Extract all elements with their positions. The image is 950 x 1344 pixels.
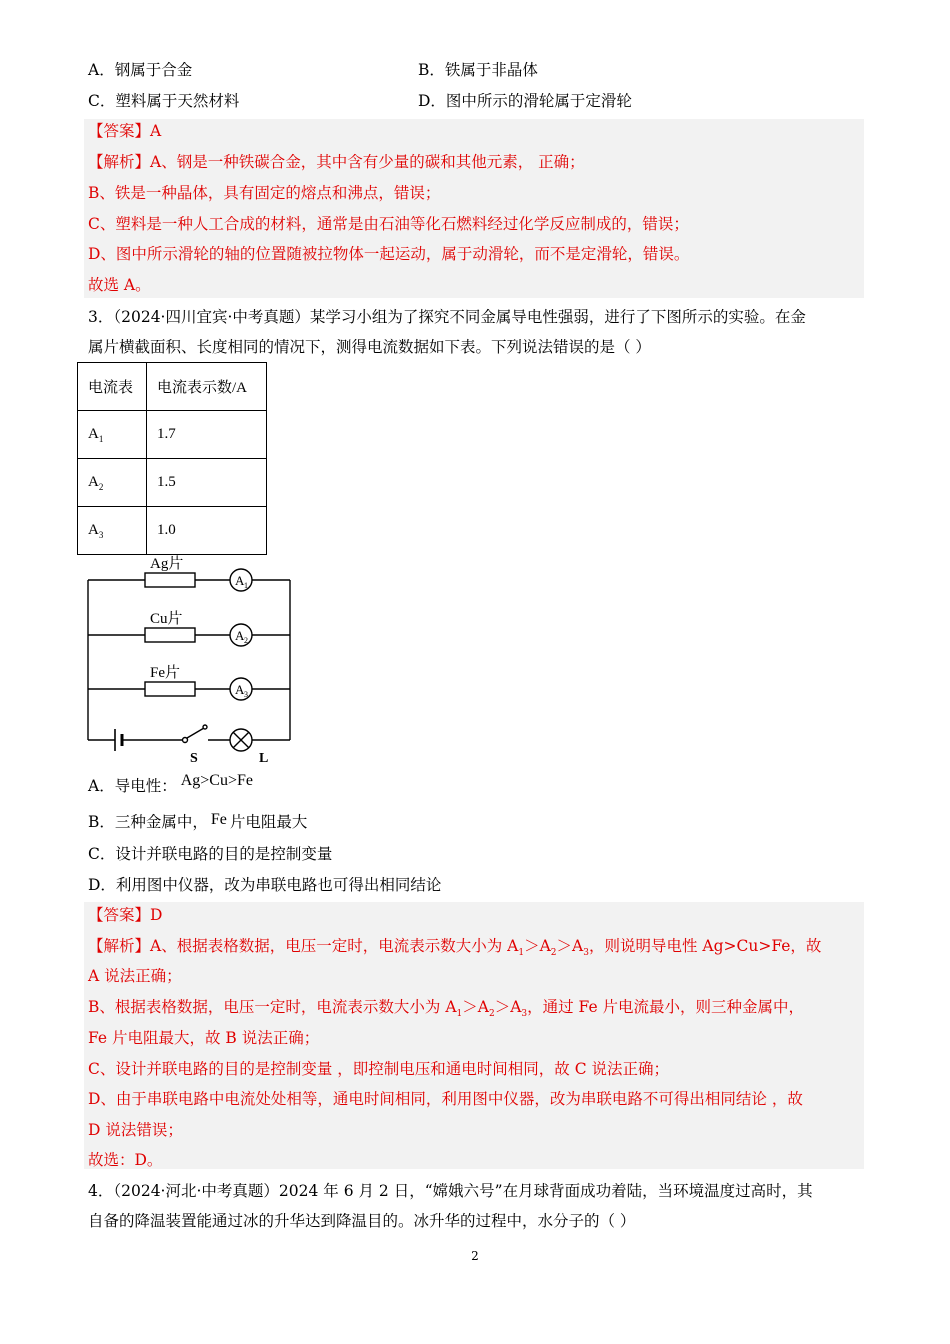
ag-strip-resistor [145,573,195,587]
q4-stem-line-2: 自备的降温装置能通过冰的升华达到降温目的。冰升华的过程中，水分子的（ ） [88,1212,636,1230]
table-header-row [78,363,267,411]
ammeter-a3-sub: 3 [244,690,248,699]
cu-strip-resistor [145,628,195,642]
q3-analysis-line-5: C、设计并联电路的目的是控制变量 ，即控制电压和通电时间相同，故 C 说法正确； [88,1060,670,1078]
ag-strip-label: Ag片 [150,556,184,572]
q2-analysis-line-5: 故选 A。 [88,276,151,294]
q2-option-c: C．塑料属于天然材料 [88,92,240,110]
table-cell-reading: 1.5 [147,459,267,507]
fe-strip-resistor [145,682,195,696]
q3-answer: 【答案】D [88,906,163,924]
table-cell-meter: $A_1$ [78,411,147,459]
q2-option-d: D．图中所示的滑轮属于定滑轮 [418,92,632,110]
q3-stem-line-1: 3．（2024·四川宜宾·中考真题）某学习小组为了探究不同金属导电性强弱，进行了下图所示的实验。在金 [88,308,806,326]
q3-analysis-line-4: Fe 片电阻最大，故 B 说法正确； [88,1029,320,1047]
table-row [78,459,267,507]
q2-analysis-line-3: C、塑料是一种人工合成的材料，通常是由石油等化石燃料经过化学反应制成的，错误； [88,215,689,233]
page-number: 2 [471,1249,479,1263]
q3-option-b-formula: Fe [210,811,227,828]
q3-analysis-line-8: 故选：D。 [88,1151,163,1169]
q2-analysis-text-1: A、钢是一种铁碳合金，其中含有少量的碳和其他元素， 正确； [150,153,585,171]
q2-analysis-line-2: B、铁是一种晶体，具有固定的熔点和沸点，错误； [88,184,441,202]
parallel-circuit-diagram [84,548,299,768]
q2-option-b: B．铁属于非晶体 [418,61,538,79]
switch-label: S [190,751,198,766]
fe-strip-label: Fe片 [150,665,181,681]
ammeter-a1-sub: 1 [244,581,248,590]
q3-option-a-formula: Ag>Cu>Fe [180,772,253,789]
q2-option-a: A．钢属于合金 [88,61,193,79]
q2-analysis-line-1 [88,152,585,172]
cu-strip-label: Cu片 [150,611,183,627]
switch-contact [183,738,188,743]
q3-option-c: C．设计并联电路的目的是控制变量 [88,845,333,863]
table-row [78,411,267,459]
table-cell-reading: 1.7 [147,411,267,459]
lamp-label: L [259,751,269,766]
table-header-reading: 电流表示数/A [147,363,267,411]
q3-option-d: D．利用图中仪器，改为串联电路也可得出相同结论 [88,876,442,894]
q2-answer-block [84,119,864,298]
table-cell-reading: 1.0 [147,507,267,555]
ammeter-a2-sub: 2 [244,636,248,645]
q2-analysis-line-4: D、图中所示滑轮的轴的位置随被拉物体一起运动，属于动滑轮，而不是定滑轮，错误。 [88,245,690,263]
q3-analysis-line-2: A 说法正确； [88,967,182,985]
q3-option-a: A．导电性： Ag>Cu>Fe [88,772,253,795]
q3-analysis-line-7: D 说法错误； [88,1121,183,1139]
table-cell-meter: $A_3$ [78,507,147,555]
q3-analysis-line-3: B、根据表格数据，电压一定时，电流表示数大小为 $A_1>A_2>A_3$，通过 Fe 片电流最小，则三种金属中， [88,998,805,1020]
q4-stem-line-1: 4．（2024·河北·中考真题）2024 年 6 月 2 日，“嫦娥六号”在月球背面成功着陆，当环境温度过高时，其 [88,1182,813,1200]
q3-analysis-line-1: 【解析】A、根据表格数据，电压一定时，电流表示数大小为 $A_1>A_2>A_3$，则说明导电性 Ag>Cu>Fe，故 [88,937,822,959]
ammeter-a3-letter: A [235,682,245,697]
q3-analysis-line-6: D、由于串联电路中电流处处相等，通电时间相同，利用图中仪器，改为串联电路不可得出相同结论 ，故 [88,1090,803,1108]
q2-analysis-label: 【解析】 [88,153,151,171]
ammeter-a1-letter: A [235,573,245,588]
ammeter-a2-letter: A [235,628,245,643]
q2-answer: 【答案】A [88,122,162,140]
q3-option-b: B．三种金属中， Fe 片电阻最大 [88,811,308,831]
table-cell-meter: $A_2$ [78,459,147,507]
table-header-meter: 电流表 [78,363,147,411]
switch-lever [187,728,204,738]
q3-stem-line-2: 属片横截面积、长度相同的情况下，测得电流数据如下表。下列说法错误的是（ ） [88,338,651,356]
current-table [77,362,267,555]
